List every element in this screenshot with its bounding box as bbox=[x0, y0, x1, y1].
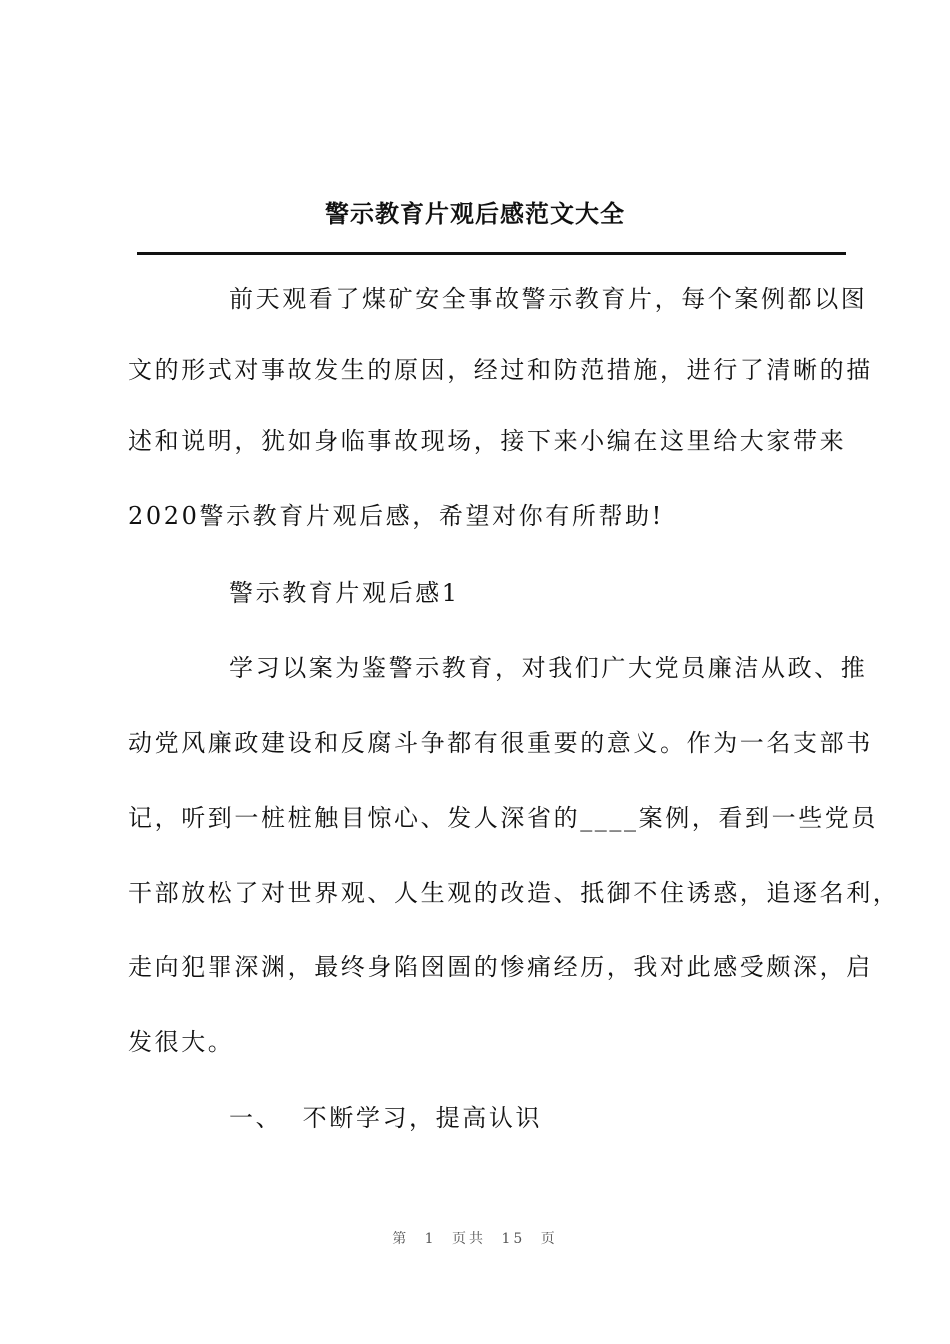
paragraph-line: 干部放松了对世界观、人生观的改造、抵御不住诱惑，追逐名利， bbox=[128, 879, 900, 907]
paragraph-line: 2020警示教育片观后感，希望对你有所帮助! bbox=[128, 502, 664, 530]
paragraph-line: 文的形式对事故发生的原因，经过和防范措施，进行了清晰的描 bbox=[128, 356, 873, 384]
page-footer: 第 1 页共 15 页 bbox=[392, 1231, 558, 1247]
paragraph-line: 发很大。 bbox=[128, 1028, 235, 1056]
section-heading: 警示教育片观后感1 bbox=[229, 579, 460, 607]
paragraph-line: 前天观看了煤矿安全事故警示教育片，每个案例都以图 bbox=[229, 285, 868, 313]
paragraph-line: 走向犯罪深渊，最终身陷囹圄的惨痛经历，我对此感受颇深，启 bbox=[128, 953, 873, 981]
paragraph-line: 学习以案为鉴警示教育，对我们广大党员廉洁从政、推 bbox=[229, 654, 868, 682]
subsection-heading: 一、 不断学习，提高认识 bbox=[229, 1104, 543, 1132]
paragraph-line: 述和说明，犹如身临事故现场，接下来小编在这里给大家带来 bbox=[128, 427, 847, 455]
paragraph-line: 动党风廉政建设和反腐斗争都有很重要的意义。作为一名支部书 bbox=[128, 729, 873, 757]
title-divider bbox=[137, 252, 846, 255]
paragraph-line: 记，听到一桩桩触目惊心、发人深省的____案例，看到一些党员 bbox=[128, 804, 878, 832]
document-title: 警示教育片观后感范文大全 bbox=[325, 199, 625, 228]
